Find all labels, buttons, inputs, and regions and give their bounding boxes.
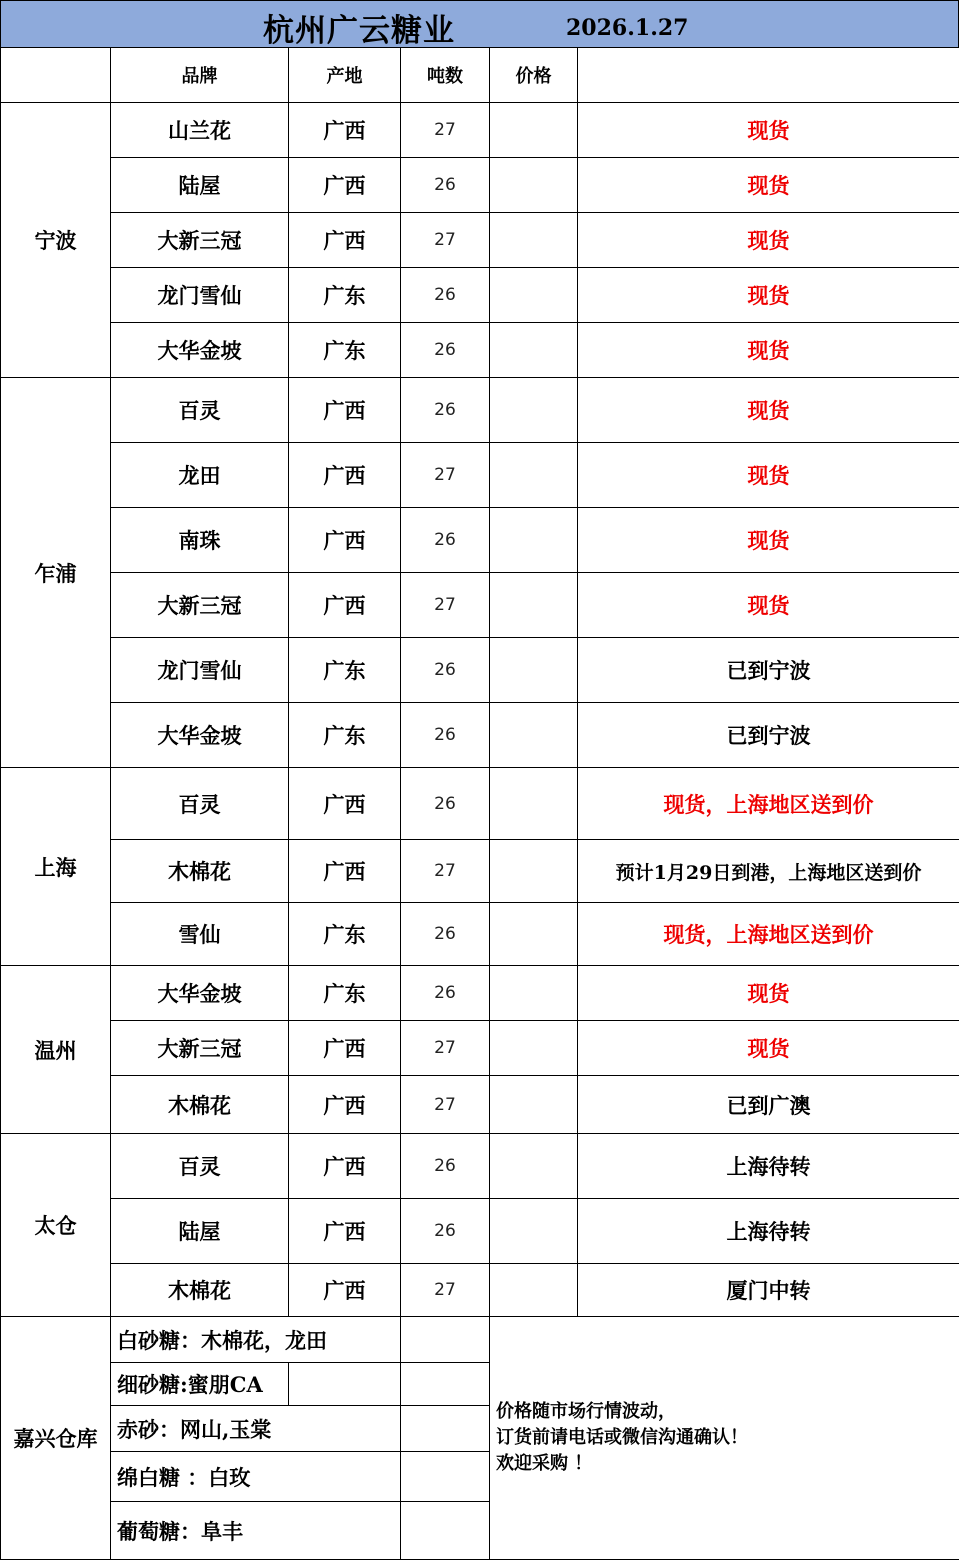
status-cell: 现货	[578, 158, 959, 213]
origin-cell: 广西	[289, 1134, 401, 1199]
table-row	[1, 1076, 959, 1134]
empty-cell	[401, 1317, 490, 1363]
origin-cell: 广东	[289, 703, 401, 768]
status-cell: 已到宁波	[578, 638, 959, 703]
price-cell	[490, 768, 578, 840]
header-status-cell	[578, 48, 959, 103]
warehouse-item: 赤砂：网山,玉棠	[111, 1406, 401, 1452]
brand-cell: 木棉花	[111, 1076, 289, 1134]
table-row	[1, 508, 959, 573]
tons-cell: 26	[401, 268, 490, 323]
inventory-table	[0, 47, 959, 1560]
table-row	[1, 1199, 959, 1264]
brand-cell: 山兰花	[111, 103, 289, 158]
empty-cell	[401, 1502, 490, 1560]
price-cell	[490, 508, 578, 573]
status-cell: 现货	[578, 508, 959, 573]
table-row	[1, 158, 959, 213]
price-cell	[490, 966, 578, 1021]
status-cell: 现货	[578, 268, 959, 323]
warehouse-item: 绵白糖 ：白玫	[111, 1452, 401, 1502]
tons-cell: 27	[401, 573, 490, 638]
table-row	[1, 443, 959, 508]
origin-cell: 广西	[289, 103, 401, 158]
price-cell	[490, 840, 578, 903]
price-cell	[490, 443, 578, 508]
header-price: 价格	[490, 48, 578, 103]
status-cell: 现货	[578, 323, 959, 378]
tons-cell: 26	[401, 508, 490, 573]
tons-cell: 26	[401, 966, 490, 1021]
origin-cell: 广西	[289, 508, 401, 573]
tons-cell: 27	[401, 1076, 490, 1134]
tons-cell: 26	[401, 703, 490, 768]
warehouse-item: 细砂糖:蜜朋CA	[111, 1363, 289, 1406]
header-row	[1, 48, 959, 103]
table-row	[1, 323, 959, 378]
notes-cell	[490, 1317, 959, 1560]
brand-cell: 大华金坡	[111, 703, 289, 768]
price-cell	[490, 378, 578, 443]
price-cell	[490, 1264, 578, 1317]
tons-cell: 27	[401, 213, 490, 268]
status-cell: 现货，上海地区送到价	[578, 903, 959, 966]
tons-cell: 26	[401, 1199, 490, 1264]
origin-cell: 广西	[289, 1076, 401, 1134]
header-brand: 品牌	[111, 48, 289, 103]
header-location-cell	[1, 48, 111, 103]
status-cell: 上海待转	[578, 1199, 959, 1264]
price-cell	[490, 323, 578, 378]
status-cell: 现货	[578, 966, 959, 1021]
status-cell: 现货	[578, 213, 959, 268]
location-cell: 太仓	[1, 1134, 111, 1317]
tons-cell: 26	[401, 323, 490, 378]
status-cell: 厦门中转	[578, 1264, 959, 1317]
table-row	[1, 703, 959, 768]
warehouse-item: 白砂糖：木棉花，龙田	[111, 1317, 401, 1363]
table-row	[1, 966, 959, 1021]
brand-cell: 百灵	[111, 378, 289, 443]
tons-cell: 27	[401, 840, 490, 903]
tons-cell: 26	[401, 1134, 490, 1199]
title-bar	[0, 0, 959, 48]
tons-cell: 26	[401, 903, 490, 966]
origin-cell: 广西	[289, 1199, 401, 1264]
header-tons: 吨数	[401, 48, 490, 103]
brand-cell: 龙田	[111, 443, 289, 508]
table-row	[1, 1134, 959, 1199]
empty-cell	[401, 1363, 490, 1406]
origin-cell: 广西	[289, 378, 401, 443]
table-row	[1, 1021, 959, 1076]
location-cell: 温州	[1, 966, 111, 1134]
origin-cell: 广西	[289, 1264, 401, 1317]
status-cell: 现货	[578, 378, 959, 443]
table-row	[1, 268, 959, 323]
table-row	[1, 1264, 959, 1317]
warehouse-item: 葡萄糖：阜丰	[111, 1502, 401, 1560]
status-cell: 现货，上海地区送到价	[578, 768, 959, 840]
table-row	[1, 213, 959, 268]
origin-cell: 广西	[289, 443, 401, 508]
table-row	[1, 638, 959, 703]
tons-cell: 27	[401, 103, 490, 158]
price-cell	[490, 1134, 578, 1199]
origin-cell: 广东	[289, 638, 401, 703]
brand-cell: 百灵	[111, 768, 289, 840]
brand-cell: 雪仙	[111, 903, 289, 966]
status-cell: 预计1月29日到港，上海地区送到价	[578, 840, 959, 903]
empty-cell	[401, 1406, 490, 1452]
warehouse-row	[1, 1317, 959, 1363]
price-cell	[490, 903, 578, 966]
status-cell: 现货	[578, 443, 959, 508]
price-cell	[490, 268, 578, 323]
price-cell	[490, 638, 578, 703]
origin-cell: 广西	[289, 213, 401, 268]
tons-cell: 26	[401, 158, 490, 213]
origin-cell: 广东	[289, 903, 401, 966]
table-row	[1, 768, 959, 840]
table-row	[1, 573, 959, 638]
tons-cell: 27	[401, 443, 490, 508]
tons-cell: 26	[401, 638, 490, 703]
tons-cell: 27	[401, 1264, 490, 1317]
note-line: 价格随市场行情波动，	[496, 1399, 959, 1425]
brand-cell: 木棉花	[111, 1264, 289, 1317]
brand-cell: 大新三冠	[111, 213, 289, 268]
note-line: 欢迎采购 ！	[496, 1451, 959, 1477]
empty-cell	[289, 1363, 401, 1406]
table-row	[1, 378, 959, 443]
origin-cell: 广西	[289, 158, 401, 213]
status-cell: 已到广澳	[578, 1076, 959, 1134]
status-cell: 已到宁波	[578, 703, 959, 768]
table-row	[1, 903, 959, 966]
company-title: 杭州广云糖业	[263, 5, 455, 50]
brand-cell: 大新三冠	[111, 1021, 289, 1076]
warehouse-location-cell: 嘉兴仓库	[1, 1317, 111, 1560]
price-cell	[490, 573, 578, 638]
status-cell: 上海待转	[578, 1134, 959, 1199]
brand-cell: 陆屋	[111, 158, 289, 213]
brand-cell: 百灵	[111, 1134, 289, 1199]
brand-cell: 大华金坡	[111, 323, 289, 378]
price-cell	[490, 1076, 578, 1134]
origin-cell: 广西	[289, 840, 401, 903]
brand-cell: 木棉花	[111, 840, 289, 903]
brand-cell: 陆屋	[111, 1199, 289, 1264]
status-cell: 现货	[578, 573, 959, 638]
note-line: 订货前请电话或微信沟通确认！	[496, 1425, 959, 1451]
brand-cell: 龙门雪仙	[111, 268, 289, 323]
price-cell	[490, 103, 578, 158]
price-cell	[490, 1021, 578, 1076]
price-cell	[490, 703, 578, 768]
price-cell	[490, 158, 578, 213]
header-origin: 产地	[289, 48, 401, 103]
location-cell: 上海	[1, 768, 111, 966]
status-cell: 现货	[578, 1021, 959, 1076]
origin-cell: 广东	[289, 323, 401, 378]
origin-cell: 广东	[289, 268, 401, 323]
status-cell: 现货	[578, 103, 959, 158]
empty-cell	[401, 1452, 490, 1502]
location-cell: 宁波	[1, 103, 111, 378]
location-cell: 乍浦	[1, 378, 111, 768]
origin-cell: 广东	[289, 966, 401, 1021]
brand-cell: 大华金坡	[111, 966, 289, 1021]
tons-cell: 26	[401, 768, 490, 840]
origin-cell: 广西	[289, 573, 401, 638]
sheet-date: 2026.1.27	[566, 15, 688, 41]
price-cell	[490, 1199, 578, 1264]
origin-cell: 广西	[289, 1021, 401, 1076]
brand-cell: 南珠	[111, 508, 289, 573]
brand-cell: 大新三冠	[111, 573, 289, 638]
price-cell	[490, 213, 578, 268]
table-row	[1, 103, 959, 158]
table-row	[1, 840, 959, 903]
tons-cell: 26	[401, 378, 490, 443]
tons-cell: 27	[401, 1021, 490, 1076]
brand-cell: 龙门雪仙	[111, 638, 289, 703]
origin-cell: 广西	[289, 768, 401, 840]
